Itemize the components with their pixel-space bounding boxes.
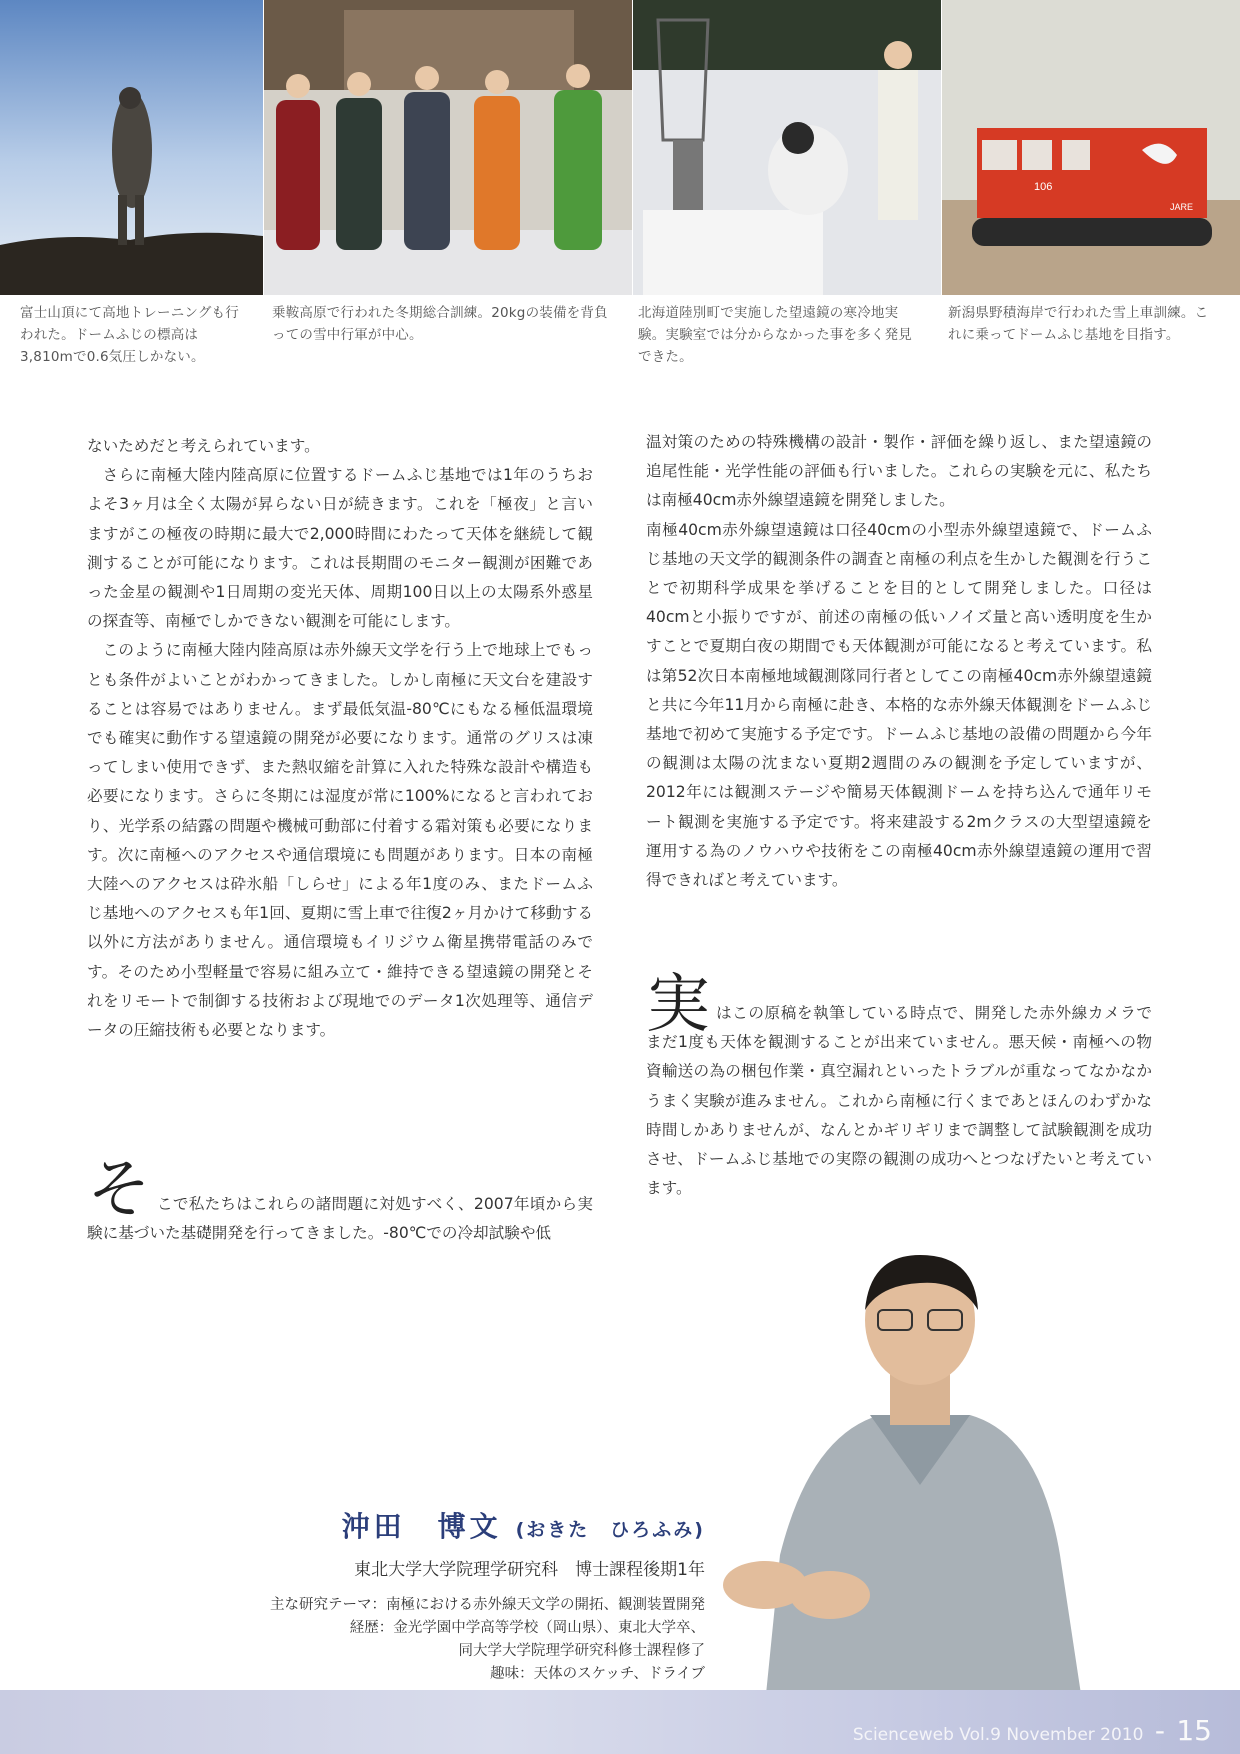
article-right-column (646, 428, 1152, 895)
page-footer (853, 1714, 1212, 1747)
page-number: 15 (1176, 1714, 1212, 1747)
caption-snow-vehicle: 新潟県野積海岸で行われた雪上車訓練。これに乗ってドームふじ基地を目指す。 (948, 305, 1209, 343)
author-name: 沖田 博文 (341, 1510, 502, 1543)
author-hobby: 趣味：天体のスケッチ、ドライブ (490, 1666, 705, 1682)
article-left-column (87, 432, 593, 1045)
paragraph: ないためだと考えられています。 (87, 437, 320, 455)
author-profile (185, 1505, 705, 1686)
photo-snow-vehicle (942, 0, 1240, 295)
dropcap: 実 (646, 968, 710, 1042)
author-portrait (720, 1255, 1120, 1754)
vehicle-label: JARE (1170, 202, 1194, 212)
author-career: 経歴：金光学園中学高等学校（岡山県）、東北大学卒、 (349, 1620, 705, 1636)
article-section-3 (646, 968, 1152, 1203)
paragraph: 南極40cm赤外線望遠鏡は口径40cmの小型赤外線望遠鏡で、ドームふじ基地の天文学的観測条件の調査と南極の利点を生かした観測を行うことで初期科学成果を挙げることを目的として開発しました。口径は40cmと小振りですが、前述の南極の低いノイズ量と高い透明度を生かすことで夏期白夜の期間でも天体観測が可能になると考えています。私は第52次日本南極地域観測隊同行者としてこの南極40cm赤外線望遠鏡と共に今年11月から南極に赴き、本格的な赤外線天体観測をドームふじ基地で初めて実施する予定です。ドームふじ基地の設備の問題から今年の観測は太陽の沈まない夏期2週間のみの観測を予定していますが、2012年には観測ステージや簡易天体観測ドームを持ち込んで通年リモート観測を実施する予定です。将来建設する2mクラスの大型望遠鏡を運用する為のノウハウや技術をこの南極40cm赤外線望遠鏡の運用で習得できればと考えています。 (646, 520, 1152, 890)
photo-winter-training (264, 0, 632, 295)
caption-fuji: 富士山頂にて高地トレーニングも行われた。ドームふじの標高は3,810mで0.6気圧しかない。 (20, 305, 239, 365)
paragraph: 温対策のための特殊機構の設計・製作・評価を繰り返し、また望遠鏡の追尾性能・光学性能の評価も行いました。これらの実験を元に、私たちは南極40cm赤外線望遠鏡を開発しました。 (646, 433, 1152, 510)
author-research-theme: 主な研究テーマ：南極における赤外線天文学の開拓、観測装置開発 (270, 1597, 705, 1613)
author-career-cont: 同大学大学院理学研究科修士課程修了 (458, 1643, 705, 1659)
dropcap: そ (87, 1153, 151, 1227)
photo-fuji-summit (0, 0, 263, 295)
author-affiliation: 東北大学大学院理学研究科 博士課程後期1年 (354, 1560, 705, 1580)
article-section-2 (87, 1153, 593, 1248)
magazine-issue: Scienceweb Vol.9 November 2010 (852, 1725, 1144, 1745)
paragraph: このように南極大陸内陸高原は赤外線天文学を行う上で地球上でもっとも条件がよいことがわかってきました。しかし南極に天文台を建設することは容易ではありません。まず最低気温-80℃にもなる極低温環境でも確実に動作する望遠鏡の開発が必要になります。通常のグリスは凍ってしまい使用できず、また熱収縮を計算に入れた特殊な設計や構造も必要になります。さらに冬期には湿度が常に100%になると言われており、光学系の結露の問題や機械可動部に付着する霜対策も必要になります。次に南極へのアクセスや通信環境にも問題があります。日本の南極大陸へのアクセスは砕氷船「しらせ」による年1度のみ、またドームふじ基地へのアクセスも年1回、夏期に雪上車で往復2ヶ月かけて移動する以外に方法がありません。通信環境もイリジウム衛星携帯電話のみです。そのため小型軽量で容易に組み立て・維持できる望遠鏡の開発とそれをリモートで制御する技術および現地でのデータ1次処理等、通信データの圧縮技術も必要となります。 (87, 641, 593, 1040)
paragraph: さらに南極大陸内陸高原に位置するドームふじ基地では1年のうちおよそ3ヶ月は全く太陽が昇らない日が続きます。これを「極夜」と言いますがこの極夜の時期に最大で2,000時間にわたって天体を継続して観測することが可能になります。これは長期間のモニター観測が困難であった金星の観測や1日周期の変光天体、周期100日以上の太陽系外惑星の探査等、南極でしかできない観測を可能にします。 (87, 466, 593, 631)
caption-cold-test: 北海道陸別町で実施した望遠鏡の寒冷地実験。実験室では分からなかった事を多く発見できた。 (638, 305, 912, 365)
caption-winter-training: 乗鞍高原で行われた冬期総合訓練。20kgの装備を背負っての雪中行軍が中心。 (272, 305, 608, 343)
paragraph: こで私たちはこれらの諸問題に対処すべく、2007年頃から実験に基づいた基礎開発を行ってきました。-80℃での冷却試験や低 (87, 1195, 593, 1243)
photo-cold-test (633, 0, 941, 295)
author-name-kana: (おきた ひろふみ) (515, 1519, 705, 1541)
paragraph: はこの原稿を執筆している時点で、開発した赤外線カメラでまだ1度も天体を観測することが出来ていません。悪天候・南極への物資輸送の為の梱包作業・真空漏れといったトラブルが重なってなかなかうまく実験が進みません。これから南極に行くまであとほんのわずかな時間しかありませんが、なんとかギリギリまで調整して試験観測を成功させ、ドームふじ基地での実際の観測の成功へとつなげたいと考えています。 (646, 1004, 1152, 1198)
page-separator: - (1154, 1714, 1165, 1747)
vehicle-number: 106 (1034, 181, 1053, 193)
